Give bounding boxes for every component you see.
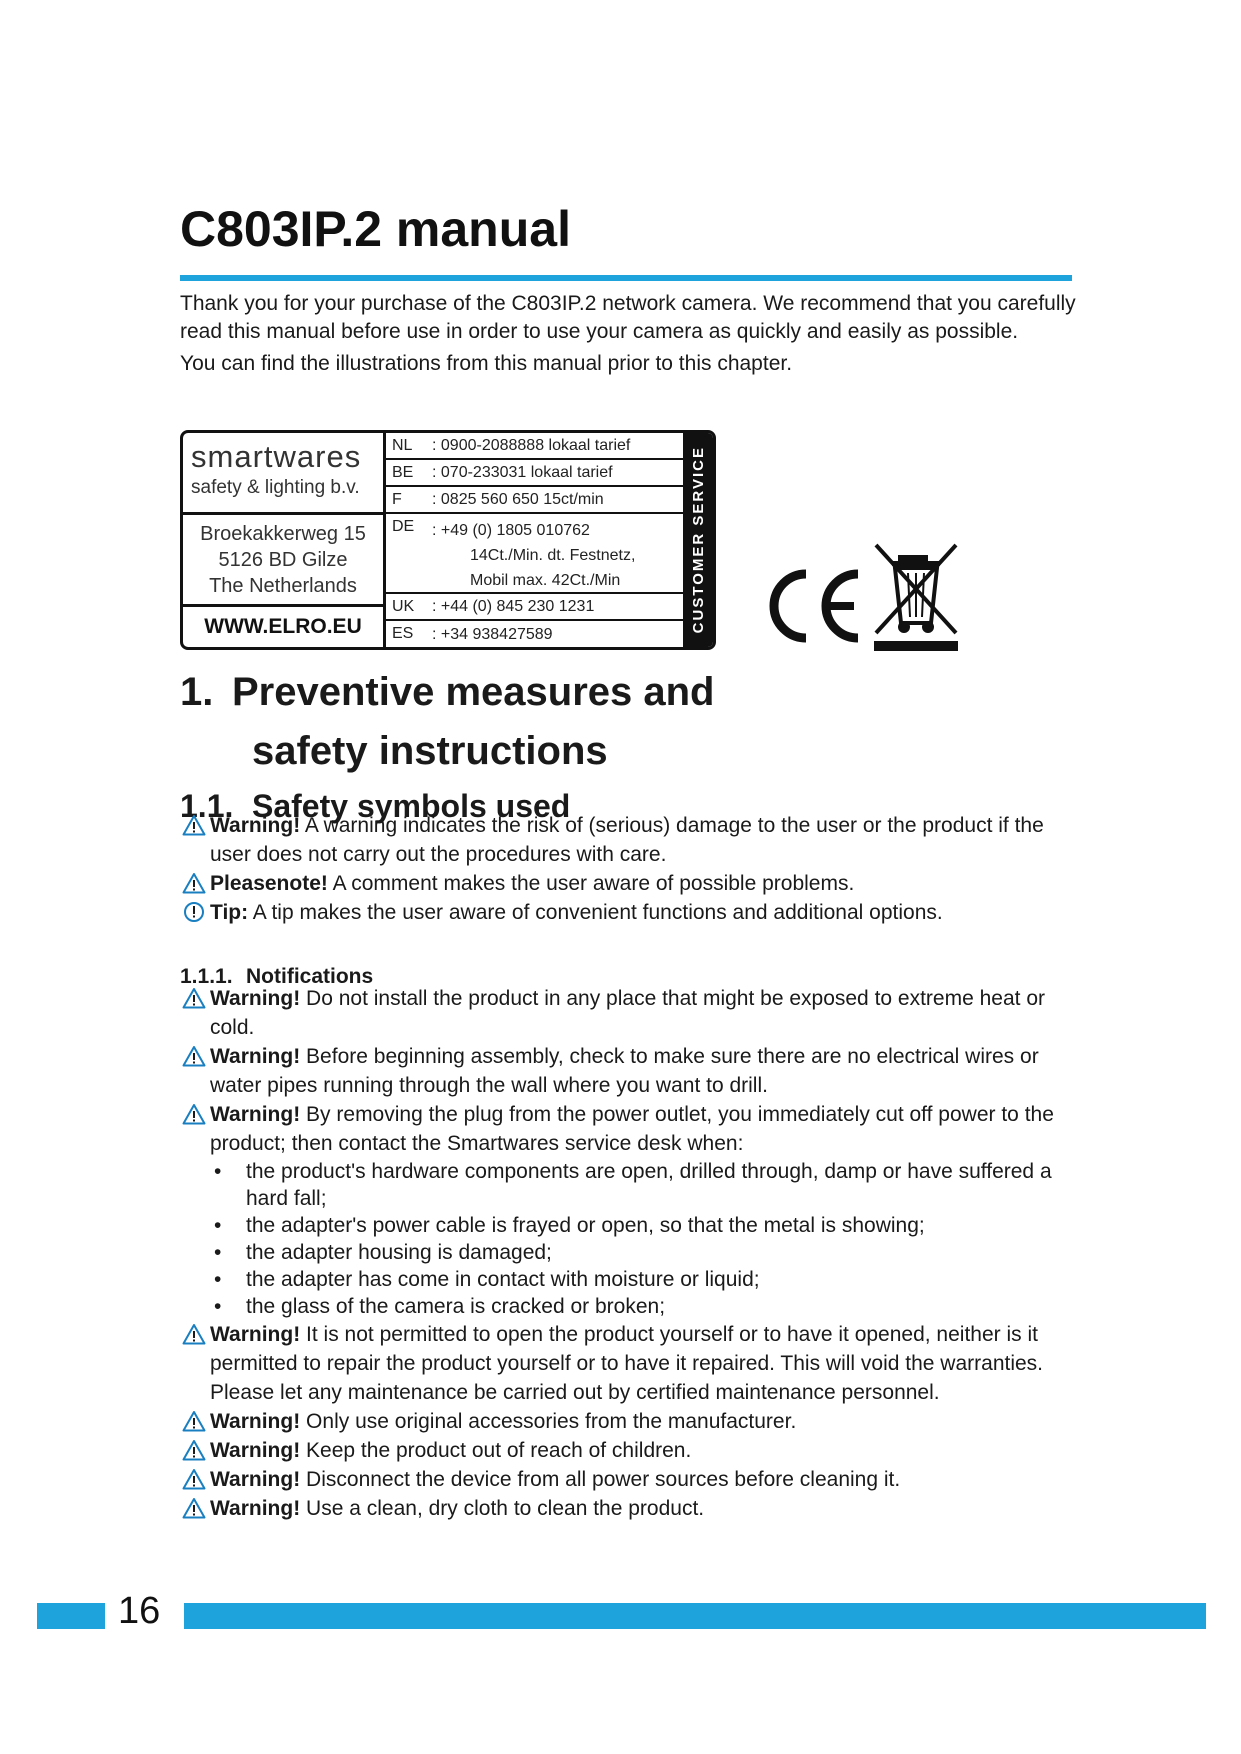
- country-code: UK: [392, 597, 415, 615]
- symbol-tip: [182, 898, 1082, 927]
- list-item: • the product's hardware components are open, drilled through, damp or have suffered a hard fall;: [210, 1158, 1082, 1212]
- list-item: • the glass of the camera is cracked or broken;: [210, 1293, 1082, 1320]
- list-item: • the adapter has come in contact with moisture or liquid;: [210, 1266, 1082, 1293]
- symbol-please-note: [182, 869, 1082, 898]
- list-item: • the adapter housing is damaged;: [210, 1239, 1082, 1266]
- list-item: • the adapter's power cable is frayed or open, so that the metal is showing;: [210, 1212, 1082, 1239]
- warning-icon: [182, 987, 206, 1009]
- section-title-line-2: safety instructions: [252, 729, 608, 773]
- warning-item: [182, 1100, 1082, 1158]
- warning-text: Disconnect the device from all power sources before cleaning it.: [300, 1468, 901, 1491]
- warning-item: [182, 1320, 1082, 1407]
- service-box-left: [183, 433, 386, 647]
- side-label-text: CUSTOMER SERVICE: [689, 446, 707, 634]
- phone-value: : +44 (0) 845 230 1231: [432, 598, 595, 615]
- warning-label: Warning!: [210, 1410, 301, 1433]
- warning-text: By removing the plug from the power outlet, you immediately cut off power to the product; then contact the Smartwares service desk when:: [210, 1103, 1054, 1155]
- section-number: 1.1.1.: [180, 965, 233, 988]
- warning-label: Warning!: [210, 1103, 301, 1126]
- phone-value: : +34 938427589: [432, 625, 553, 643]
- section-title-line-1: Preventive measures and: [232, 670, 715, 714]
- country-code: NL: [392, 436, 413, 454]
- phone-row-uk: [386, 594, 683, 621]
- warning-item: [182, 1436, 1082, 1465]
- warning-label: Warning!: [210, 1045, 301, 1068]
- ce-mark-icon: [762, 560, 864, 652]
- warning-text: Only use original accessories from the manufacturer.: [300, 1410, 797, 1433]
- customer-service-side-label: [683, 433, 713, 647]
- intro-paragraph-2: You can find the illustrations from this manual prior to this chapter.: [180, 352, 793, 375]
- section-title: Notifications: [246, 965, 374, 988]
- address-line-2: 5126 BD Gilze: [218, 548, 348, 571]
- symbol-label: Tip:: [210, 901, 249, 924]
- page-title: C803IP.2 manual: [180, 201, 571, 257]
- symbol-label: Pleasenote!: [210, 872, 328, 895]
- warning-icon: [182, 1045, 206, 1067]
- address-block: [183, 515, 383, 607]
- weee-bin-icon: [868, 537, 964, 653]
- phone-value: : 0900-2088888 lokaal tarief: [432, 437, 631, 454]
- phone-row-nl: [386, 433, 683, 460]
- symbol-text: A warning indicates the risk of (serious) damage to the user or the product if the user does not carry out the procedures with care.: [210, 814, 1044, 866]
- country-code: DE: [392, 518, 415, 535]
- section-title: Safety symbols used: [252, 788, 571, 824]
- warning-label: Warning!: [210, 1323, 301, 1346]
- safety-symbols-list: [182, 811, 1082, 927]
- address-line-1: Broekakkerweg 15: [200, 522, 366, 545]
- tip-icon: [182, 901, 206, 923]
- phone-value: : 070-233031 lokaal tarief: [432, 464, 613, 481]
- service-conditions-list: [182, 1158, 1082, 1320]
- address-line-3: The Netherlands: [209, 574, 357, 597]
- warning-icon: [182, 1410, 206, 1432]
- warning-label: Warning!: [210, 1439, 301, 1462]
- phone-row-es: [386, 621, 683, 647]
- phone-row-be: [386, 460, 683, 487]
- brand-block: [183, 433, 383, 515]
- symbol-text: A comment makes the user aware of possible problems.: [327, 872, 855, 895]
- warning-text: Use a clean, dry cloth to clean the product.: [300, 1497, 705, 1520]
- title-rule: [180, 275, 1072, 281]
- brand-subtitle: safety & lighting b.v.: [191, 477, 360, 498]
- warning-text: Before beginning assembly, check to make sure there are no electrical wires or water pipes running through the wall where you want to drill.: [210, 1045, 1039, 1097]
- warning-label: Warning!: [210, 1468, 301, 1491]
- warning-icon: [182, 1497, 206, 1519]
- warning-icon: [182, 814, 206, 836]
- section-1-heading: [180, 663, 714, 781]
- phone-value: : +49 (0) 1805 010762: [432, 522, 590, 539]
- brand-name: smartwares: [191, 439, 362, 474]
- warning-icon: [182, 872, 206, 894]
- phone-table: [386, 433, 683, 647]
- intro-paragraph-1: Thank you for your purchase of the C803IP.2 network camera. We recommend that you carefully read this manual before use in order to use your camera as quickly and easily as possible.: [180, 292, 1076, 343]
- warning-item: [182, 1407, 1082, 1436]
- website-link[interactable]: WWW.ELRO.EU: [204, 615, 362, 638]
- warning-icon: [182, 1103, 206, 1125]
- symbol-warning: [182, 811, 1082, 869]
- warning-text: It is not permitted to open the product yourself or to have it opened, neither is it permitted to repair the product yourself or to have it repaired. This will void the warranties. Please let any maintenance be carried out by certified maintenance personnel.: [210, 1323, 1044, 1404]
- warning-label: Warning!: [210, 987, 301, 1010]
- customer-service-box: [180, 430, 716, 650]
- symbol-label: Warning!: [210, 814, 301, 837]
- country-code: BE: [392, 463, 414, 481]
- phone-row-de: [386, 514, 683, 594]
- warning-text: Do not install the product in any place that might be exposed to extreme heat or cold.: [210, 987, 1045, 1039]
- footer-bar-right: [184, 1603, 1206, 1629]
- warning-text: Keep the product out of reach of children.: [300, 1439, 692, 1462]
- phone-note-2: Mobil max. 42Ct./Min: [470, 572, 621, 589]
- notifications-list: [182, 984, 1082, 1523]
- warning-icon: [182, 1468, 206, 1490]
- warning-label: Warning!: [210, 1497, 301, 1520]
- phone-value: : 0825 560 650 15ct/min: [432, 491, 604, 508]
- symbol-text: A tip makes the user aware of convenient functions and additional options.: [248, 901, 943, 924]
- warning-item: [182, 1042, 1082, 1100]
- footer-bar-left: [37, 1603, 105, 1629]
- intro-text: [180, 290, 1080, 382]
- phone-row-f: [386, 487, 683, 514]
- page-number: 16: [118, 1590, 161, 1632]
- warning-item: [182, 1465, 1082, 1494]
- warning-item: [182, 984, 1082, 1042]
- country-code: F: [392, 490, 402, 508]
- phone-value-block: [432, 518, 677, 593]
- country-code: ES: [392, 625, 414, 642]
- section-number: 1.1.: [180, 788, 234, 824]
- warning-icon: [182, 1323, 206, 1345]
- warning-icon: [182, 1439, 206, 1461]
- warning-item: [182, 1494, 1082, 1523]
- section-number: 1.: [180, 670, 214, 714]
- phone-note-1: 14Ct./Min. dt. Festnetz,: [470, 547, 636, 564]
